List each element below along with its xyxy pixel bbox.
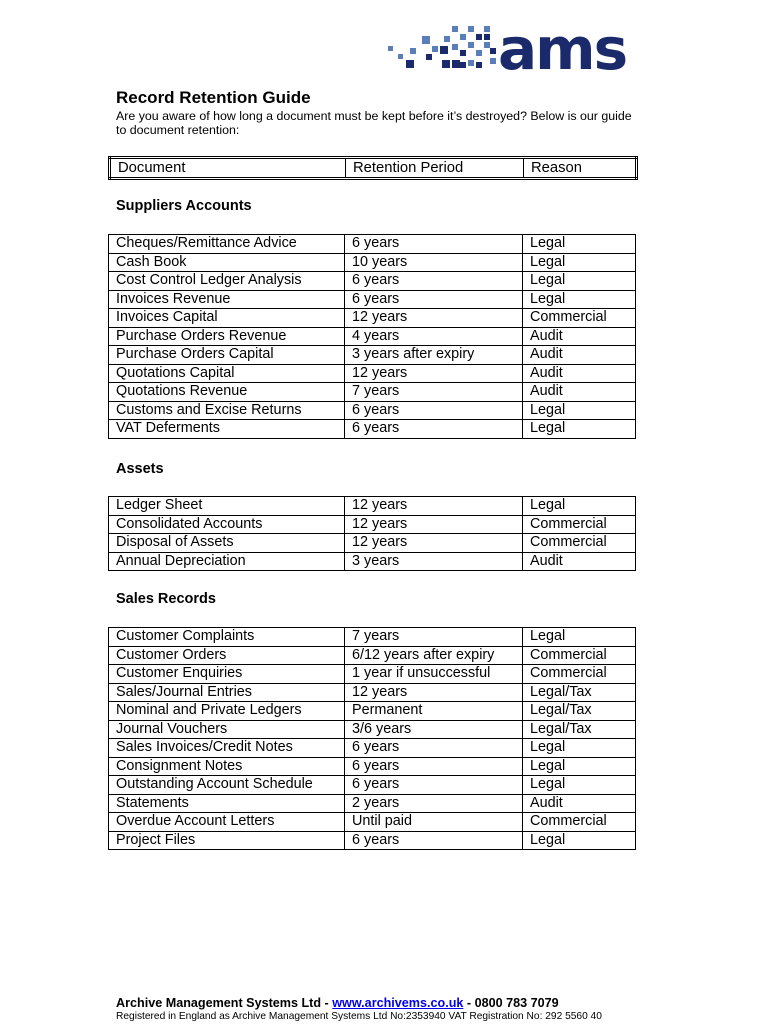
table-row [109, 720, 636, 739]
logo-text: ams [498, 22, 627, 72]
reason-cell: Commercial [523, 813, 636, 832]
table-row [109, 628, 636, 647]
retention-cell: Until paid [345, 813, 523, 832]
table-row [109, 235, 636, 254]
reason-cell: Legal [523, 628, 636, 647]
table-row [109, 831, 636, 850]
document-cell: Purchase Orders Revenue [109, 327, 345, 346]
table-row [109, 739, 636, 758]
section-title-assets: Assets [116, 461, 164, 477]
retention-cell: 6 years [345, 757, 523, 776]
document-cell: Invoices Capital [109, 309, 345, 328]
document-cell: Invoices Revenue [109, 290, 345, 309]
retention-cell: 7 years [345, 628, 523, 647]
reason-cell: Commercial [523, 646, 636, 665]
reason-cell: Legal [523, 757, 636, 776]
table-row [109, 272, 636, 291]
retention-cell: 6 years [345, 235, 523, 254]
document-cell: Sales Invoices/Credit Notes [109, 739, 345, 758]
reason-cell: Audit [523, 346, 636, 365]
reason-cell: Audit [523, 364, 636, 383]
table-row [109, 776, 636, 795]
reason-cell: Commercial [523, 665, 636, 684]
ams-logo [386, 22, 656, 72]
header-row [110, 158, 637, 179]
retention-cell: 6 years [345, 272, 523, 291]
table-row [109, 290, 636, 309]
table-row [109, 309, 636, 328]
website-link[interactable]: www.archivems.co.uk [332, 996, 464, 1010]
table-row [109, 327, 636, 346]
reason-cell: Legal/Tax [523, 720, 636, 739]
reason-cell: Legal [523, 290, 636, 309]
document-cell: Customer Enquiries [109, 665, 345, 684]
retention-cell: 6 years [345, 831, 523, 850]
table-row [109, 364, 636, 383]
retention-cell: 3 years after expiry [345, 346, 523, 365]
retention-cell: 12 years [345, 683, 523, 702]
reason-cell: Legal [523, 272, 636, 291]
reason-cell: Legal [523, 420, 636, 439]
reason-cell: Legal [523, 739, 636, 758]
retention-cell: 6 years [345, 776, 523, 795]
document-cell: Project Files [109, 831, 345, 850]
retention-cell: 3 years [345, 552, 523, 571]
reason-cell: Legal/Tax [523, 683, 636, 702]
retention-cell: 12 years [345, 309, 523, 328]
table-row [109, 515, 636, 534]
retention-cell: 12 years [345, 534, 523, 553]
footer-contact [116, 996, 559, 1010]
document-cell: Purchase Orders Capital [109, 346, 345, 365]
document-cell: VAT Deferments [109, 420, 345, 439]
document-cell: Customs and Excise Returns [109, 401, 345, 420]
document-cell: Consolidated Accounts [109, 515, 345, 534]
retention-cell: 3/6 years [345, 720, 523, 739]
document-cell: Customer Orders [109, 646, 345, 665]
retention-cell: Permanent [345, 702, 523, 721]
document-cell: Nominal and Private Ledgers [109, 702, 345, 721]
reason-cell: Legal [523, 401, 636, 420]
table-row [109, 253, 636, 272]
table-row [109, 757, 636, 776]
table-row [109, 646, 636, 665]
header-retention-period: Retention Period [346, 158, 524, 179]
table-row [109, 813, 636, 832]
document-cell: Sales/Journal Entries [109, 683, 345, 702]
sales-records-table [108, 627, 636, 850]
reason-cell: Legal/Tax [523, 702, 636, 721]
table-row [109, 702, 636, 721]
table-row [109, 383, 636, 402]
reason-cell: Legal [523, 497, 636, 516]
retention-cell: 6 years [345, 401, 523, 420]
header-reason: Reason [524, 158, 637, 179]
assets-table [108, 496, 636, 571]
retention-cell: 6 years [345, 420, 523, 439]
reason-cell: Audit [523, 794, 636, 813]
reason-cell: Legal [523, 253, 636, 272]
document-cell: Annual Depreciation [109, 552, 345, 571]
retention-cell: 12 years [345, 364, 523, 383]
reason-cell: Commercial [523, 534, 636, 553]
document-cell: Disposal of Assets [109, 534, 345, 553]
table-row [109, 401, 636, 420]
retention-cell: 2 years [345, 794, 523, 813]
retention-cell: 10 years [345, 253, 523, 272]
document-cell: Cheques/Remittance Advice [109, 235, 345, 254]
table-row [109, 420, 636, 439]
document-cell: Quotations Capital [109, 364, 345, 383]
reason-cell: Audit [523, 552, 636, 571]
retention-cell: 12 years [345, 497, 523, 516]
document-cell: Overdue Account Letters [109, 813, 345, 832]
document-cell: Statements [109, 794, 345, 813]
reason-cell: Audit [523, 383, 636, 402]
footer-phone: - 0800 783 7079 [463, 996, 559, 1010]
reason-cell: Commercial [523, 515, 636, 534]
retention-cell: 6 years [345, 739, 523, 758]
document-cell: Outstanding Account Schedule [109, 776, 345, 795]
table-row [109, 683, 636, 702]
retention-cell: 6 years [345, 290, 523, 309]
retention-cell: 7 years [345, 383, 523, 402]
table-row [109, 346, 636, 365]
footer-company: Archive Management Systems Ltd - [116, 996, 333, 1010]
retention-cell: 6/12 years after expiry [345, 646, 523, 665]
document-cell: Journal Vouchers [109, 720, 345, 739]
section-title-sales-records: Sales Records [116, 591, 216, 607]
table-row [109, 794, 636, 813]
reason-cell: Legal [523, 776, 636, 795]
table-row [109, 497, 636, 516]
reason-cell: Legal [523, 831, 636, 850]
retention-cell: 1 year if unsuccessful [345, 665, 523, 684]
retention-cell: 12 years [345, 515, 523, 534]
ams-logo-graphic [386, 22, 656, 72]
table-row [109, 552, 636, 571]
table-row [109, 534, 636, 553]
document-cell: Customer Complaints [109, 628, 345, 647]
document-cell: Cash Book [109, 253, 345, 272]
document-cell: Cost Control Ledger Analysis [109, 272, 345, 291]
suppliers-accounts-table [108, 234, 636, 439]
reason-cell: Legal [523, 235, 636, 254]
page-title: Record Retention Guide [116, 88, 311, 107]
reason-cell: Audit [523, 327, 636, 346]
header-table [108, 156, 638, 180]
retention-cell: 4 years [345, 327, 523, 346]
section-title-suppliers-accounts: Suppliers Accounts [116, 198, 252, 214]
reason-cell: Commercial [523, 309, 636, 328]
footer-registration: Registered in England as Archive Management Systems Ltd No:2353940 VAT Registration No: 292 5560 40 [116, 1011, 602, 1022]
table-row [109, 665, 636, 684]
document-cell: Ledger Sheet [109, 497, 345, 516]
document-cell: Consignment Notes [109, 757, 345, 776]
intro-text: Are you aware of how long a document must be kept before it’s destroyed? Below is our guide to document retention: [116, 109, 632, 137]
header-document: Document [110, 158, 346, 179]
document-cell: Quotations Revenue [109, 383, 345, 402]
